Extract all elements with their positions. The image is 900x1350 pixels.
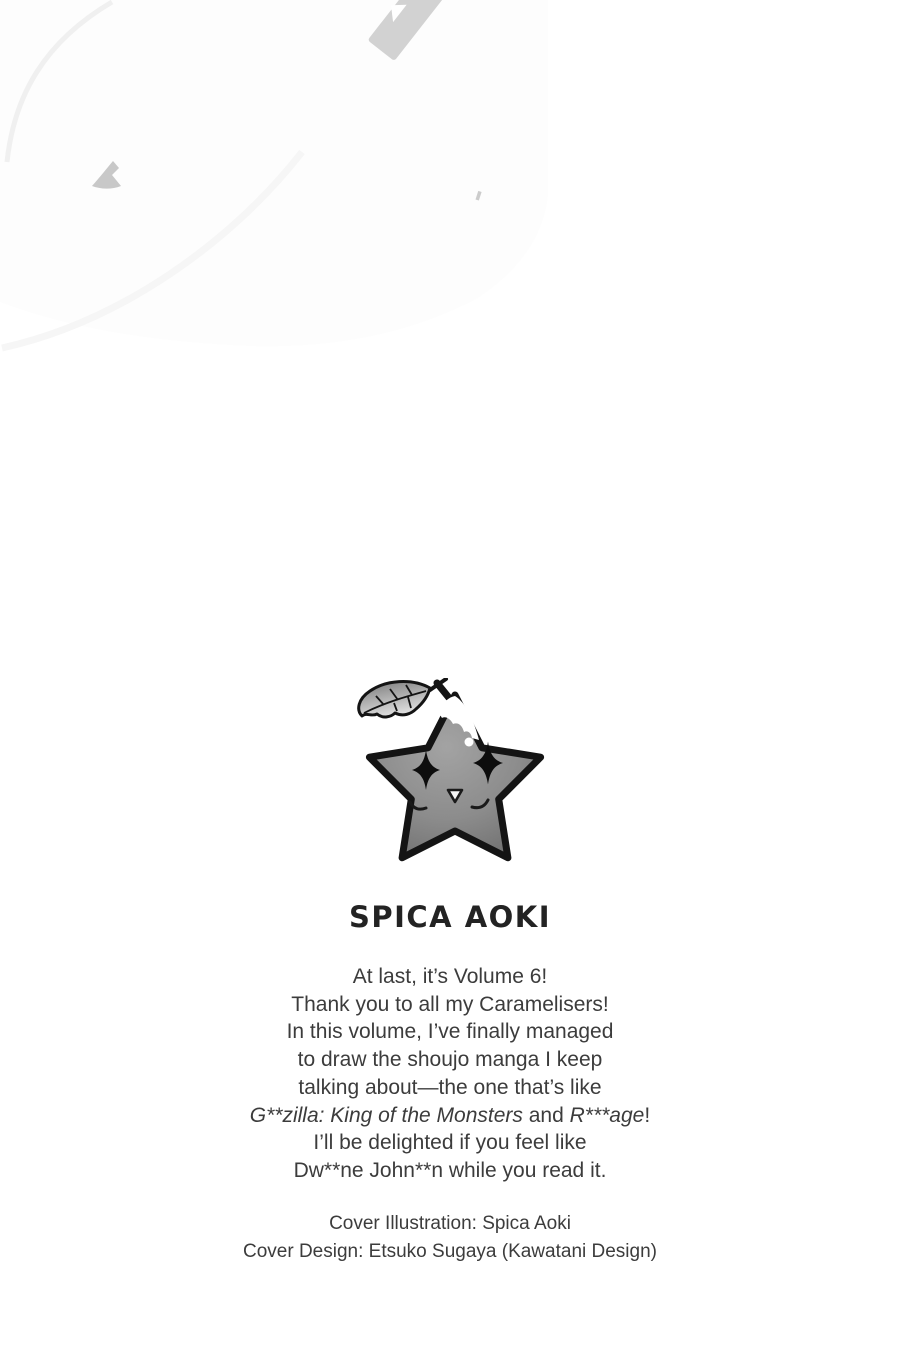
movie-title-rampage: R***age [569,1103,645,1127]
message-line-4: to draw the shoujo manga I keep [297,1048,603,1072]
leaf [359,682,430,717]
message-line-5: talking about—the one that’s like [298,1075,602,1099]
ghost-wash-shape [0,0,548,346]
credits-block [0,1210,900,1266]
titles-conjunction: and [522,1103,570,1127]
message-line-3: In this volume, I’ve finally managed [286,1020,614,1044]
message-line-movie-titles [0,1102,900,1130]
message-line-7: I’ll be delighted if you feel like [313,1131,587,1155]
author-name: SPICA AOKI [348,900,552,934]
message-line-1: At last, it’s Volume 6! [352,965,548,988]
author-message [0,963,900,1185]
star-mascot-illustration [350,678,560,883]
cover-design-credit: Cover Design: Etsuko Sugaya (Kawatani Design) [243,1241,657,1262]
titles-suffix: ! [644,1103,651,1127]
highlight-dot [465,738,474,747]
message-line-8: Dw**ne John**n while you read it. [293,1158,607,1182]
ghost-artwork-layer [0,0,900,420]
movie-title-godzilla: G**zilla: King of the Monsters [249,1103,523,1127]
cover-illustration-credit: Cover Illustration: Spica Aoki [329,1213,571,1234]
message-line-2: Thank you to all my Caramelisers! [291,992,609,1016]
